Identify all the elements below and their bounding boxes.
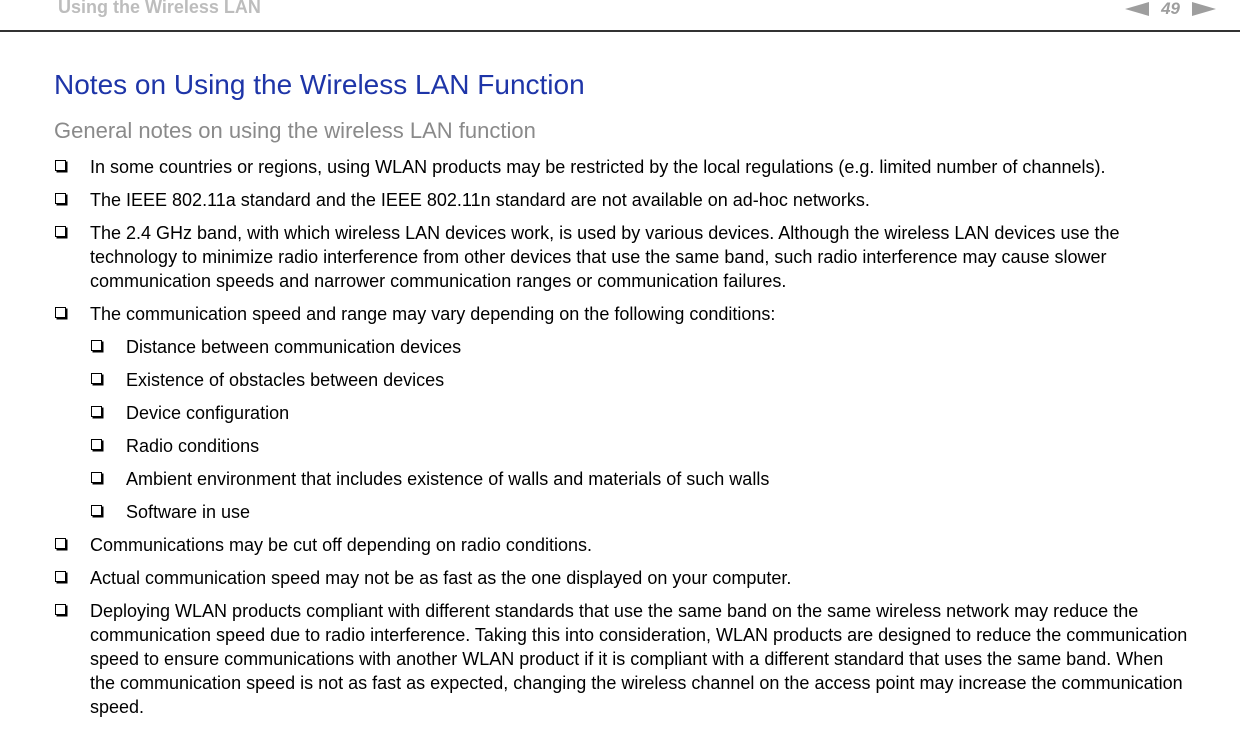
list-item — [54, 302, 1190, 524]
note-text: In some countries or regions, using WLAN products may be restricted by the local regulations (e.g. limited number of channels). — [90, 157, 1106, 177]
notes-list — [54, 155, 1190, 728]
condition-text: Existence of obstacles between devices — [126, 370, 445, 390]
checkbox-icon — [91, 439, 102, 450]
sub-list-item — [90, 335, 1190, 359]
list-item — [54, 188, 1190, 212]
checkbox-icon — [91, 406, 102, 417]
section-title: Using the Wireless LAN — [58, 0, 261, 17]
note-text: The 2.4 GHz band, with which wireless LAN devices work, is used by various devices. Although the wireless LAN devices use the technology to minimize radio interference from other devices that use the same band, such radio interference may cause slower communication speeds and narrower communication ranges or communication failures. — [90, 223, 1120, 291]
sub-list-item — [90, 368, 1190, 392]
checkbox-icon — [91, 373, 102, 384]
arrow-left-icon[interactable] — [1125, 2, 1149, 16]
checkbox-icon — [55, 307, 66, 318]
checkbox-icon — [55, 226, 66, 237]
page-navigation — [1125, 0, 1216, 18]
note-text: The communication speed and range may vary depending on the following conditions: — [90, 304, 776, 324]
checkbox-icon — [91, 505, 102, 516]
condition-text: Device configuration — [126, 403, 290, 423]
condition-text: Radio conditions — [126, 436, 260, 456]
note-text: Actual communication speed may not be as fast as the one displayed on your computer. — [90, 568, 792, 588]
list-item — [54, 566, 1190, 590]
page-title: Notes on Using the Wireless LAN Function — [54, 69, 585, 100]
note-text: The IEEE 802.11a standard and the IEEE 802.11n standard are not available on ad-hoc networks. — [90, 190, 870, 210]
checkbox-icon — [91, 340, 102, 351]
list-item — [54, 155, 1190, 179]
checkbox-icon — [91, 472, 102, 483]
page-header — [0, 0, 1240, 32]
conditions-list — [90, 335, 1190, 524]
section-subtitle: General notes on using the wireless LAN function — [54, 118, 536, 143]
sub-list-item — [90, 500, 1190, 524]
note-text: Deploying WLAN products compliant with different standards that use the same band on the same wireless network may reduce the communication speed due to radio interference. Taking this into consideration, WLAN products are designed to reduce the communication speed to ensure communications with another WLAN product if it is compliant with a different standard that uses the same band. When the communication speed is not as fast as expected, changing the wireless channel on the access point may increase the communication speed. — [90, 601, 1188, 717]
header-divider — [0, 30, 1240, 32]
condition-text: Distance between communication devices — [126, 337, 462, 357]
checkbox-icon — [55, 604, 66, 615]
list-item — [54, 533, 1190, 557]
checkbox-icon — [55, 160, 66, 171]
list-item — [54, 221, 1190, 293]
condition-text: Software in use — [126, 502, 251, 522]
sub-list-item — [90, 401, 1190, 425]
condition-text: Ambient environment that includes existence of walls and materials of such walls — [126, 469, 770, 489]
checkbox-icon — [55, 538, 66, 549]
sub-list-item — [90, 467, 1190, 491]
page-number: 49 — [1161, 0, 1180, 18]
list-item — [54, 599, 1190, 719]
note-text: Communications may be cut off depending on radio conditions. — [90, 535, 592, 555]
checkbox-icon — [55, 571, 66, 582]
arrow-right-icon[interactable] — [1192, 2, 1216, 16]
checkbox-icon — [55, 193, 66, 204]
sub-list-item — [90, 434, 1190, 458]
